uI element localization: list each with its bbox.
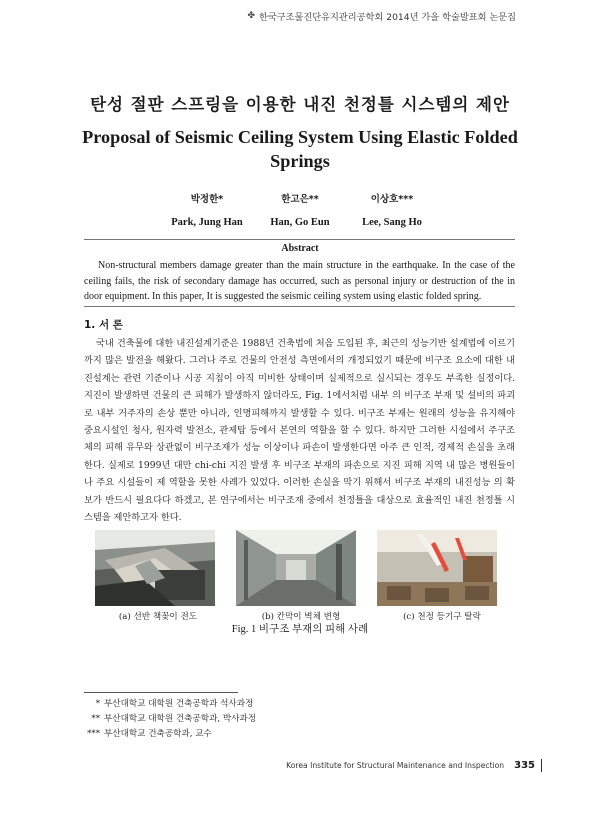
- figure-1-images: [95, 530, 505, 606]
- photo-fallen-light-fixture: [377, 530, 497, 606]
- flower-bullet-icon: ✤: [247, 11, 256, 21]
- title-korean: 탄성 절판 스프링을 이용한 내진 천정틀 시스템의 제안: [90, 95, 510, 114]
- abstract-heading: Abstract: [281, 243, 319, 254]
- abstract-top-rule: [84, 239, 515, 240]
- page-footer: [286, 759, 542, 772]
- page-number: 335: [514, 760, 535, 771]
- footnote-item: [84, 712, 256, 727]
- abstract-bottom-rule: [84, 306, 515, 307]
- abstract-body: Non-structural members damage greater than the main structure in the earthquake. In the case of the ceiling fails, the risk of secondary damage has occurred, such as personal injury or destruction of the in door equipment. In this paper, It is suggested the seismic ceiling system using elastic folded spring.: [84, 260, 515, 302]
- footer-institute: Korea Institute for Structural Maintenance and Inspection: [286, 761, 505, 770]
- footnote-mark: **: [91, 714, 100, 724]
- figure-caption: Fig. 1 비구조 부재의 피해 사례: [231, 624, 369, 635]
- footnote-rule: [84, 692, 238, 693]
- author-name-english: Han, Go Eun: [270, 217, 330, 228]
- section-body: 국내 건축물에 대한 내진설계기준은 1988년 건축법에 처음 도입된 후, 최근의 성능기반 설계법에 이르기까지 많은 발전을 해왔다. 그러나 주로 건물의 안전성 측면에서의 개정되었기 때문에 비구조 요소에 대한 내진설계는 관련 기준이나 시공 지침이 아직 미비한 상태이며 실제적으로 실시되는 경우도 부족한 실정이다. 지진이 발생하면 건물의 큰 피해가 발생하지 않더라도, Fig. 1에서처럼 내부 의 비구조 부재 및 설비의 파괴로 내부 거주자의 손상 뿐만 아니라, 인명피해까지 발생할 수 있다. 비구조 부재는 원래의 성능을 유지해야 중요시설인 청사, 원자력 발전소, 관제탑 등에서 본연의 역할을 할 수 있다. 하지만 그러한 시설에서 주구조체의 피해 유무와 상관없이 비구조재가 성능 이상이나 파손이 발생한다면 아주 큰 인적, 경제적 손실을 초래한다. 실제로 1999년 대만 chi-chi 지진 발생 후 비구조 부재의 파손으로 지진 피해 지역 내 많은 병원들이나 주요 시설들이 제 역할을 못한 사례가 있었다. 이러한 손실을 막기 위해서 비구조 부재의 내진성능 의 확보가 반드시 필요다다 하겠고, 본 연구에서는 비구조재 중에서 천정틀을 대상으로 효율적인 내진 천정틀 시스템을 제안하고자 한다.: [84, 338, 515, 524]
- footnote-mark: *: [95, 699, 100, 709]
- footnote-item: [84, 727, 256, 742]
- author-3: [332, 190, 452, 236]
- figure-subcaption-c: (c) 천정 등기구 탈락: [403, 612, 481, 622]
- footnote-text: 부산대학교 대학원 건축공학과 석사과정: [104, 699, 254, 709]
- conference-name: 한국구조물진단유지관리공학회 2014년 가을 학술발표회 논문집: [259, 12, 516, 23]
- footnote-list: [84, 697, 256, 742]
- footer-divider: [541, 759, 542, 772]
- title-english: Proposal of Seismic Ceiling System Using Elastic Folded Springs: [82, 127, 518, 171]
- author-name-korean: 한고은**: [281, 194, 319, 205]
- footnote-item: [84, 697, 256, 712]
- section-heading: 1. 서 론: [84, 319, 123, 331]
- author-name-korean: 박정한*: [190, 194, 224, 205]
- figure-subcaption-a: (a) 선반 책꽂이 전도: [118, 612, 198, 622]
- author-name-english: Park, Jung Han: [171, 217, 243, 228]
- conference-header: [248, 9, 517, 23]
- author-name-korean: 이상호***: [370, 194, 414, 205]
- figure-subcaption-b: (b) 칸막이 벽체 변형: [261, 612, 341, 622]
- footnote-text: 부산대학교 건축공학과, 교수: [104, 729, 212, 739]
- photo-deformed-partition: [236, 530, 356, 606]
- footnote-mark: ***: [87, 729, 100, 739]
- photo-fallen-bookshelf: [95, 530, 215, 606]
- footnote-text: 부산대학교 대학원 건축공학과, 박사과정: [104, 714, 257, 724]
- author-name-english: Lee, Sang Ho: [362, 217, 422, 228]
